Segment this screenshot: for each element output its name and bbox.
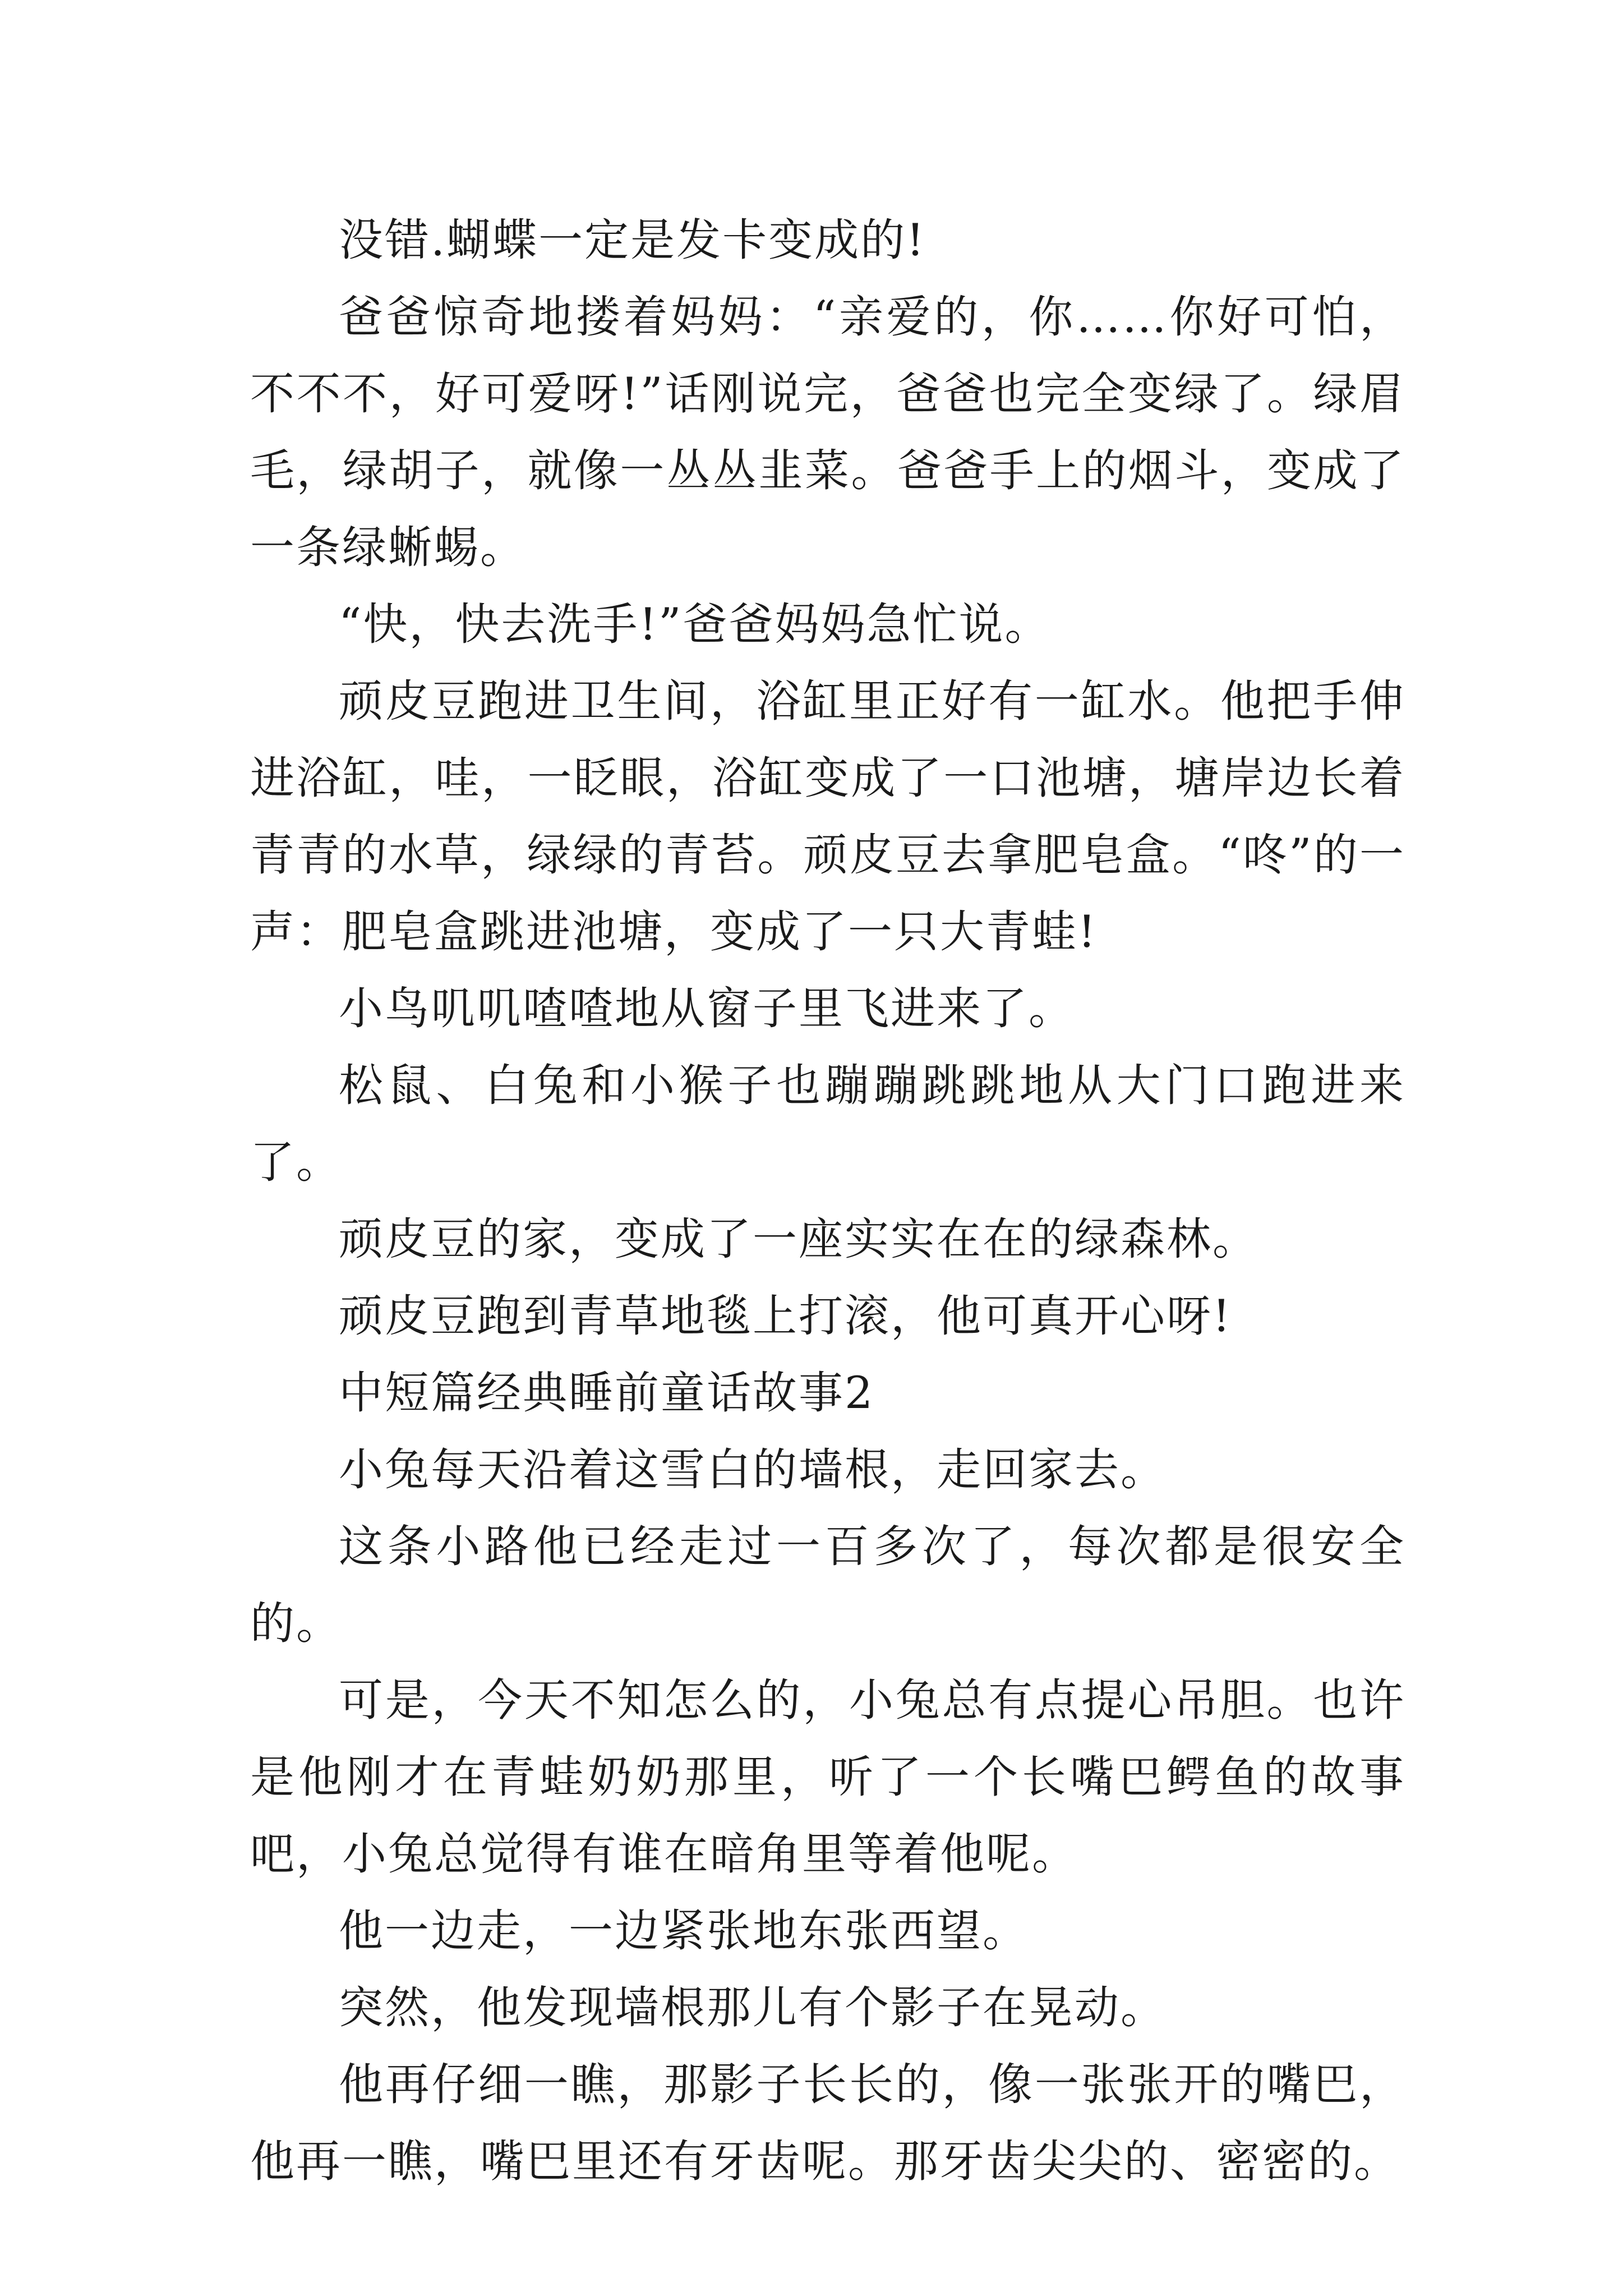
paragraph: 小兔每天沿着这雪白的墙根，走回家去。	[339, 1444, 1166, 1496]
paragraph: “快，快去洗手!”爸爸妈妈急忙说。	[339, 599, 1051, 650]
paragraph: 没错.蝴蝶一定是发卡变成的!	[339, 214, 926, 266]
paragraph: 松鼠、白兔和小猴子也蹦蹦跳跳地从大门口跑进来了。	[250, 1060, 1405, 1188]
paragraph: 爸爸惊奇地搂着妈妈：“亲爱的，你……你好可怕，不不不，好可爱呀!”话刚说完，爸爸也完全变绿了。绿眉毛，绿胡子，就像一丛丛韭菜。爸爸手上的烟斗，变成了一条绿蜥蜴。	[250, 291, 1405, 573]
paragraph: 突然，他发现墙根那儿有个影子在晃动。	[339, 1982, 1166, 2033]
paragraph: 他一边走，一边紧张地东张西望。	[339, 1905, 1029, 1957]
paragraph: 小鸟叽叽喳喳地从窗子里飞进来了。	[339, 983, 1075, 1034]
document-body	[250, 202, 1405, 2200]
paragraph: 这条小路他已经走过一百多次了，每次都是很安全的。	[250, 1521, 1405, 1649]
paragraph: 顽皮豆的家，变成了一座实实在在的绿森林。	[339, 1213, 1258, 1265]
paragraph: 可是，今天不知怎么的，小兔总有点提心吊胆。也许是他刚才在青蛙奶奶那里，听了一个长嘴巴鳄鱼的故事吧，小兔总觉得有谁在暗角里等着他呢。	[250, 1674, 1405, 1880]
paragraph: 顽皮豆跑进卫生间，浴缸里正好有一缸水。他把手伸进浴缸，哇，一眨眼，浴缸变成了一口池塘，塘岸边长着青青的水草，绿绿的青苔。顽皮豆去拿肥皂盒。“咚”的一声：肥皂盒跳进池塘，变成了一只大青蛙!	[250, 675, 1405, 958]
paragraph: 他再仔细一瞧，那影子长长的，像一张张开的嘴巴，他再一瞧，嘴巴里还有牙齿呢。那牙齿尖尖的、密密的。	[250, 2059, 1405, 2187]
section-heading: 中短篇经典睡前童话故事2	[339, 1367, 875, 1419]
paragraph: 顽皮豆跑到青草地毯上打滚，他可真开心呀!	[339, 1290, 1232, 1342]
